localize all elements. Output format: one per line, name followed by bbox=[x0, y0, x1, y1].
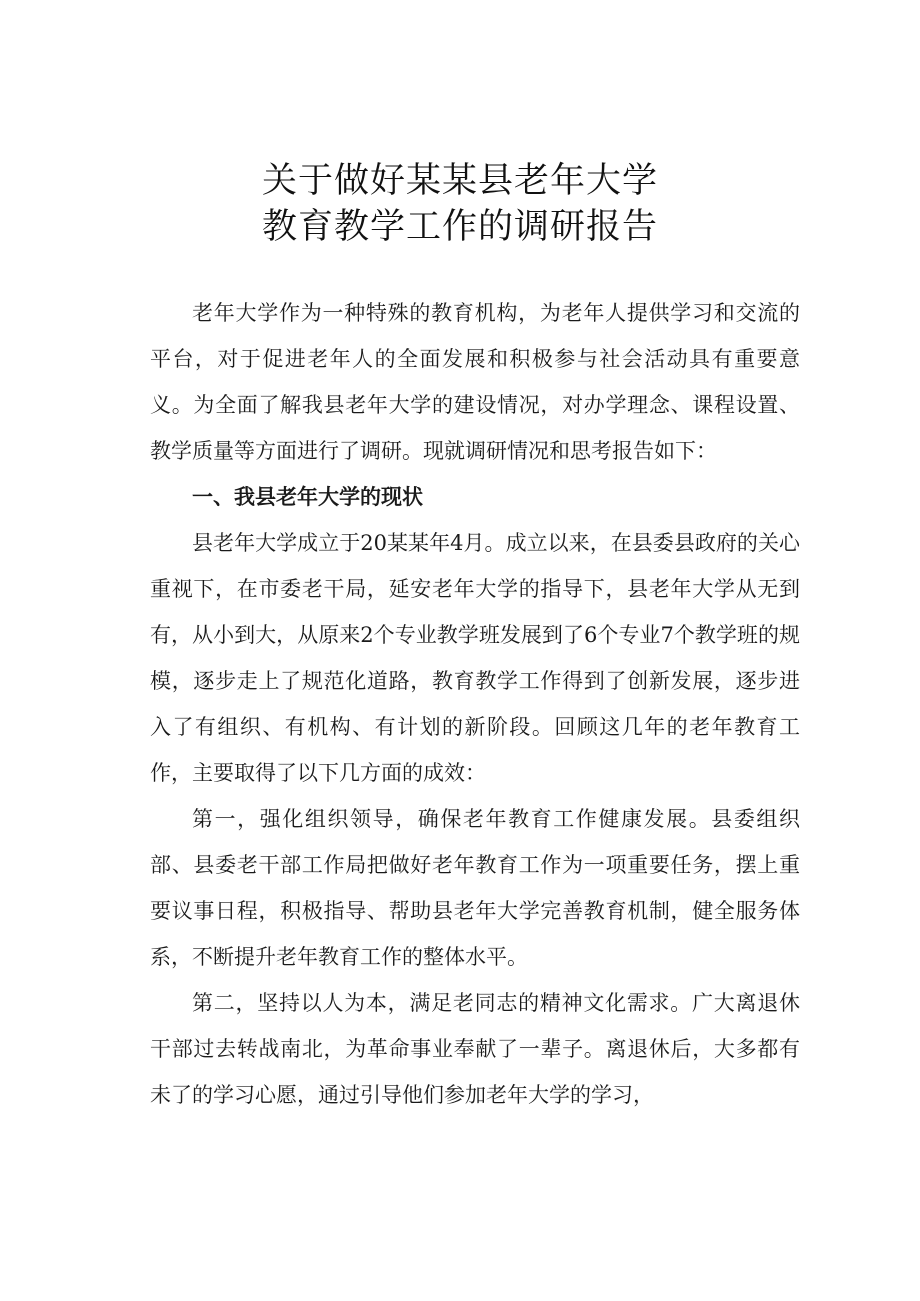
status-paragraph: 县老年大学成立于20某某年4月。成立以来，在县委县政府的关心重视下，在市委老干局，延安老年大学的指导下，县老年大学从无到有，从小到大，从原来2个专业教学班发展到了6个专业7个教学班的规模，逐步走上了规范化道路，教育教学工作得到了创新发展，逐步进入了有组织、有机构、有计划的新阶段。回顾这几年的老年教育工作，主要取得了以下几方面的成效： bbox=[150, 531, 800, 785]
title-line-2: 教育教学工作的调研报告 bbox=[261, 207, 658, 247]
title-line-1: 关于做好某某县老年大学 bbox=[261, 161, 658, 201]
intro-paragraph: 老年大学作为一种特殊的教育机构，为老年人提供学习和交流的平台，对于促进老年人的全面发展和积极参与社会活动具有重要意义。为全面了解我县老年大学的建设情况，对办学理念、课程设置、教学质量等方面进行了调研。现就调研情况和思考报告如下： bbox=[150, 301, 800, 463]
first-point-paragraph: 第一，强化组织领导，确保老年教育工作健康发展。县委组织部、县委老干部工作局把做好老年教育工作为一项重要任务，摆上重要议事日程，积极指导、帮助县老年大学完善教育机制，健全服务体系，不断提升老年教育工作的整体水平。 bbox=[150, 807, 800, 969]
page-title bbox=[0, 158, 920, 250]
section-heading: 一、我县老年大学的现状 bbox=[192, 485, 423, 509]
document-body bbox=[150, 290, 800, 1118]
second-point-paragraph: 第二，坚持以人为本，满足老同志的精神文化需求。广大离退休干部过去转战南北，为革命事业奉献了一辈子。离退休后，大多都有未了的学习心愿，通过引导他们参加老年大学的学习， bbox=[150, 991, 800, 1107]
